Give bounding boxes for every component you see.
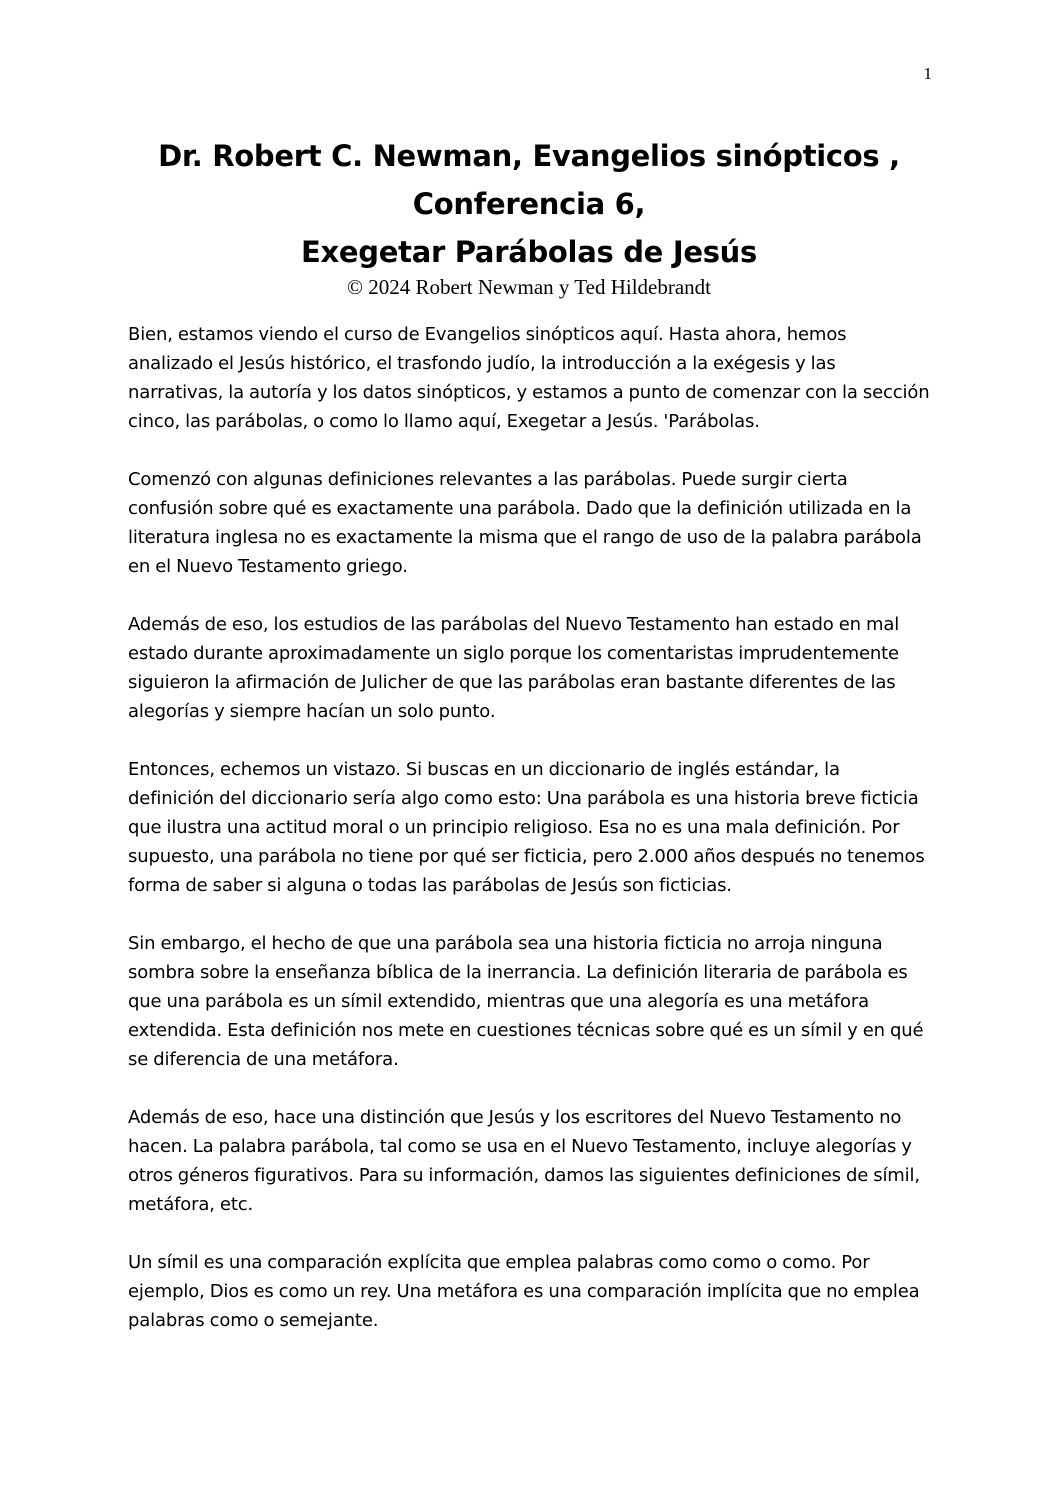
paragraph: Comenzó con algunas definiciones relevantes a las parábolas. Puede surgir cierta confusión sobre qué es exactamente una parábola. Dado que la definición utilizada en la literatura inglesa no es exactamente la misma que el rango de uso de la palabra parábola en el Nuevo Testamento griego. (128, 469, 922, 577)
title-line-3: Exegetar Parábolas de Jesús (301, 235, 757, 269)
page-number: 1 (923, 64, 932, 83)
paragraph: Entonces, echemos un vistazo. Si buscas en un diccionario de inglés estándar, la definición del diccionario sería algo como esto: Una parábola es una historia breve ficticia que ilustra una actitud moral o un principio religioso. Esa no es una mala definición. Por supuesto, una parábola no tiene por qué ser ficticia, pero 2.000 años después no tenemos forma de saber si alguna o todas las parábolas de Jesús son ficticias. (128, 759, 925, 896)
title-block (128, 132, 930, 298)
paragraph: Bien, estamos viendo el curso de Evangelios sinópticos aquí. Hasta ahora, hemos analizado el Jesús histórico, el trasfondo judío, la introducción a la exégesis y las narrativas, la autoría y los datos sinópticos, y estamos a punto de comenzar con la sección cinco, las parábolas, o como lo llamo aquí, Exegetar a Jesús. 'Parábolas. (128, 324, 930, 432)
paragraph: Además de eso, los estudios de las parábolas del Nuevo Testamento han estado en mal estado durante aproximadamente un siglo porque los comentaristas imprudentemente siguieron la afirmación de Julicher de que las parábolas eran bastante diferentes de las alegorías y siempre hacían un solo punto. (128, 614, 900, 722)
paragraph: Sin embargo, el hecho de que una parábola sea una historia ficticia no arroja ninguna sombra sobre la enseñanza bíblica de la inerrancia. La definición literaria de parábola es que una parábola es un símil extendido, mientras que una alegoría es una metáfora extendida. Esta definición nos mete en cuestiones técnicas sobre qué es un símil y en qué se diferencia de una metáfora. (128, 933, 924, 1070)
title-line-1: Dr. Robert C. Newman, Evangelios sinópticos , (158, 139, 900, 173)
copyright-notice: © 2024 Robert Newman y Ted Hildebrandt (346, 275, 712, 299)
paragraph: Un símil es una comparación explícita que emplea palabras como como o como. Por ejemplo, Dios es como un rey. Una metáfora es una comparación implícita que no emplea palabras como o semejante. (128, 1252, 920, 1331)
title-line-2: Conferencia 6, (412, 187, 646, 221)
paragraph: Además de eso, hace una distinción que Jesús y los escritores del Nuevo Testamento no hacen. La palabra parábola, tal como se usa en el Nuevo Testamento, incluye alegorías y otros géneros figurativos. Para su información, damos las siguientes definiciones de símil, metáfora, etc. (128, 1107, 920, 1215)
body-text (128, 320, 930, 1364)
